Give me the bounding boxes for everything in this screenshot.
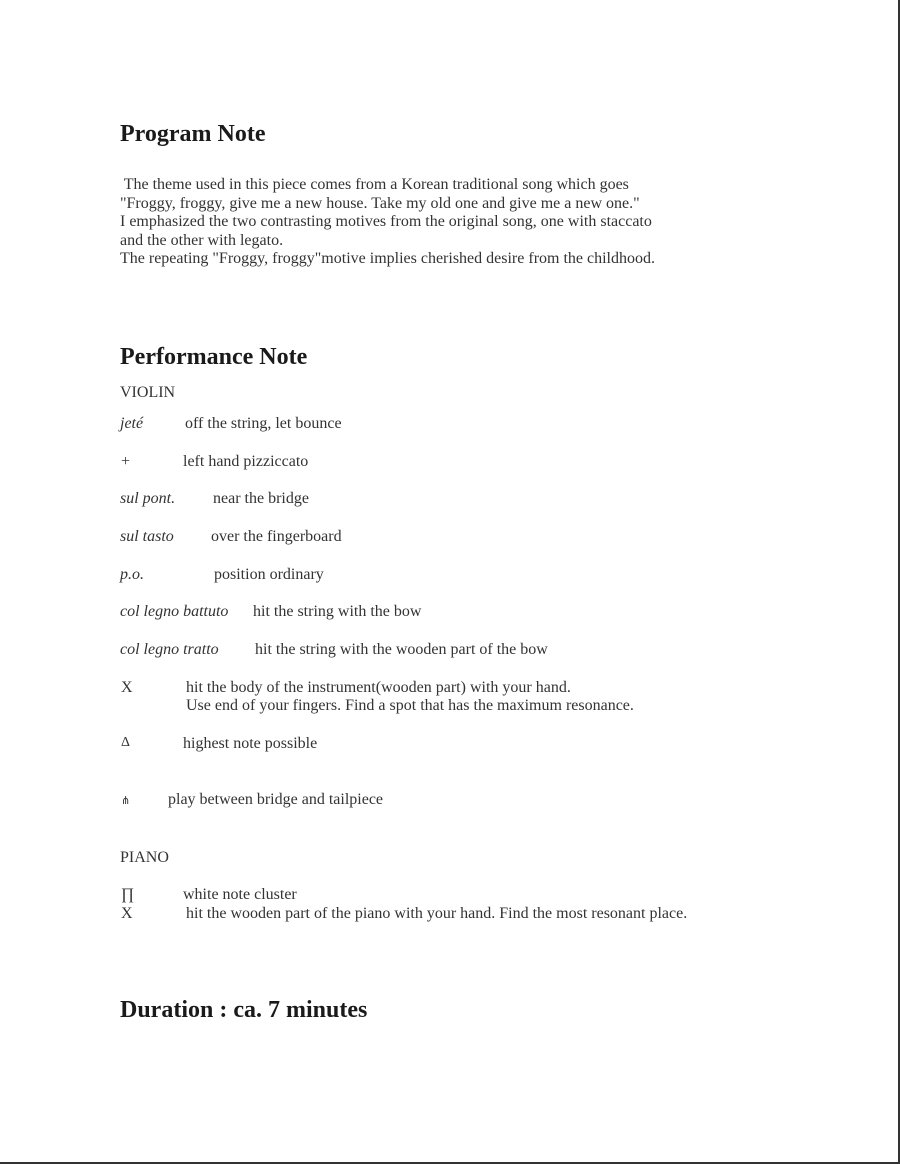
program-note-line: and the other with legato. bbox=[120, 231, 284, 249]
violin-section-label: VIOLIN bbox=[120, 384, 176, 401]
violin-desc: hit the string with the bow bbox=[253, 603, 422, 620]
violin-term: jeté bbox=[120, 415, 144, 432]
violin-desc: near the bridge bbox=[213, 490, 309, 507]
program-note-paragraph bbox=[120, 176, 655, 269]
violin-desc-continued: Use end of your fingers. Find a spot that has the maximum resonance. bbox=[186, 697, 634, 714]
violin-desc: left hand pizziccato bbox=[183, 453, 309, 470]
violin-desc: hit the body of the instrument(wooden part) with your hand. bbox=[186, 679, 571, 696]
violin-symbol: X bbox=[121, 679, 133, 696]
program-note-line: The theme used in this piece comes from a Korean traditional song which goes bbox=[120, 176, 629, 193]
violin-desc: hit the string with the wooden part of the bow bbox=[255, 641, 548, 658]
violin-symbol: ⋔ bbox=[121, 795, 131, 807]
piano-symbol: ∏ bbox=[121, 886, 135, 903]
duration-heading: Duration : ca. 7 minutes bbox=[120, 997, 368, 1023]
violin-desc: highest note possible bbox=[183, 735, 318, 752]
piano-desc: hit the wooden part of the piano with your hand. Find the most resonant place. bbox=[186, 905, 688, 922]
performance-note-heading: Performance Note bbox=[120, 344, 308, 370]
violin-term: sul pont. bbox=[120, 490, 176, 507]
program-note-line: The repeating "Froggy, froggy"motive implies cherished desire from the childhood. bbox=[120, 250, 655, 267]
violin-desc: over the fingerboard bbox=[211, 528, 342, 545]
violin-desc: position ordinary bbox=[214, 566, 324, 583]
piano-desc: white note cluster bbox=[183, 886, 297, 903]
program-note-line: I emphasized the two contrasting motives from the original song, one with staccato bbox=[120, 213, 652, 230]
violin-term: p.o. bbox=[120, 566, 144, 583]
violin-term: col legno battuto bbox=[120, 603, 229, 620]
violin-term: col legno tratto bbox=[120, 641, 219, 658]
piano-section-label: PIANO bbox=[120, 849, 169, 866]
violin-symbol: + bbox=[121, 453, 131, 470]
program-note-line: "Froggy, froggy, give me a new house. Take my old one and give me a new one." bbox=[120, 194, 640, 212]
program-note-heading: Program Note bbox=[120, 121, 266, 147]
violin-desc: off the string, let bounce bbox=[185, 415, 342, 432]
piano-symbol: X bbox=[121, 905, 133, 922]
violin-desc: play between bridge and tailpiece bbox=[168, 791, 384, 808]
violin-symbol: Δ bbox=[121, 735, 131, 750]
violin-term: sul tasto bbox=[120, 528, 174, 545]
